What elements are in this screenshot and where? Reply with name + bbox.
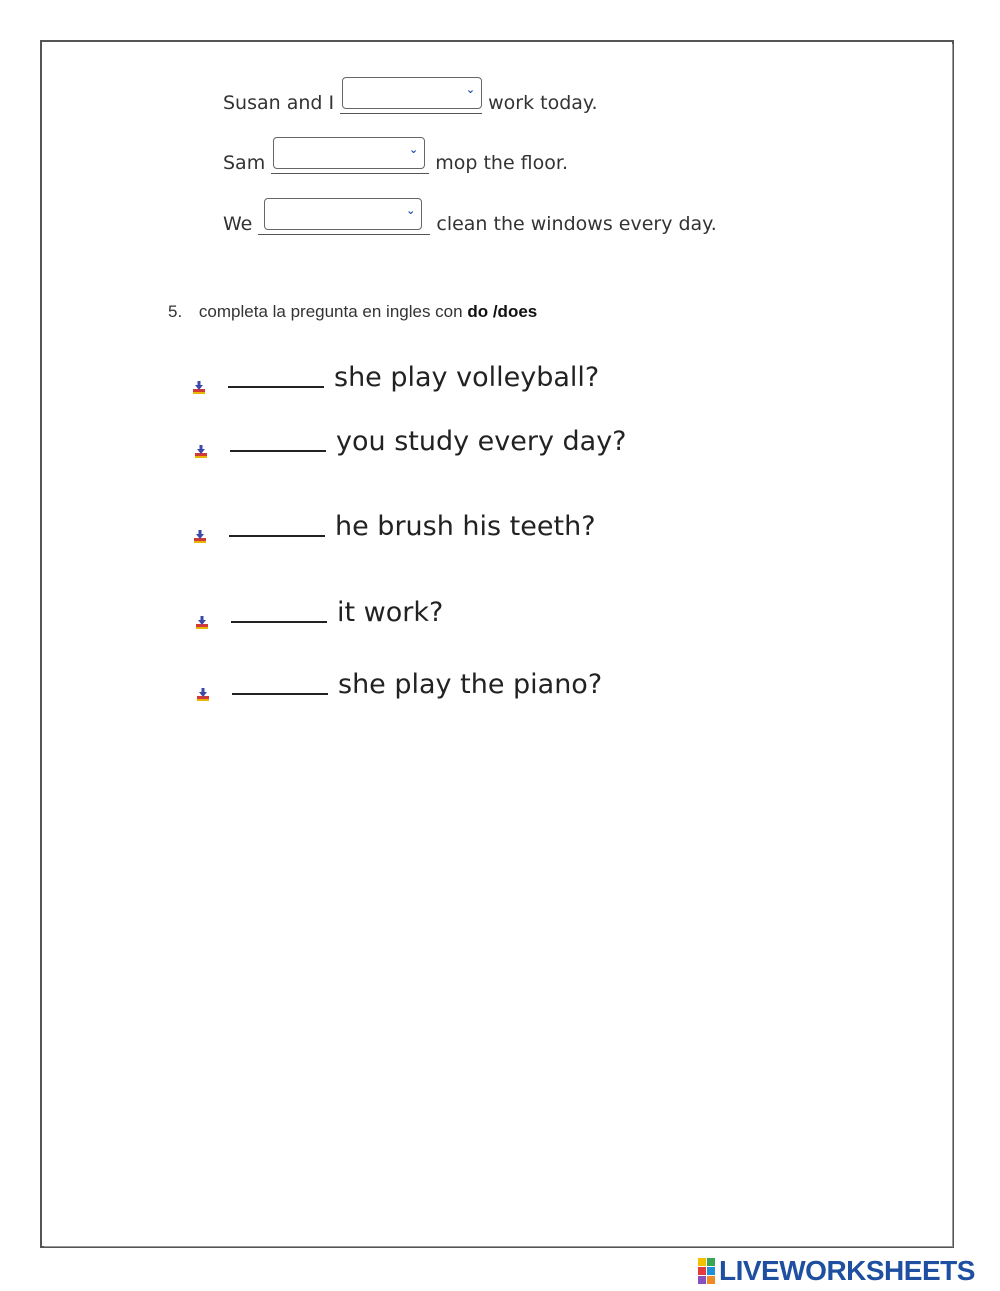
- list-item: [196, 669, 602, 700]
- arrow-bullet-icon: [196, 678, 210, 692]
- fill-in-blank: [271, 143, 429, 174]
- question-keyword: do /does: [467, 302, 538, 321]
- fill-in-row-2: [223, 143, 568, 174]
- list-item: [192, 362, 599, 393]
- answer-blank-3[interactable]: [229, 517, 325, 537]
- item-text: she play volleyball?: [334, 362, 600, 393]
- answer-blank-1[interactable]: [228, 368, 324, 388]
- fill-in-row-1: [223, 83, 598, 114]
- chevron-down-icon: ⌄: [465, 83, 476, 96]
- item-text: it work?: [337, 597, 444, 628]
- item-text: he brush his teeth?: [335, 511, 596, 542]
- arrow-bullet-icon: [193, 520, 207, 534]
- answer-dropdown-1[interactable]: [342, 77, 482, 109]
- liveworksheets-logo-icon: [698, 1258, 715, 1284]
- answer-blank-5[interactable]: [232, 675, 328, 695]
- fill-in-after-text: clean the windows every day.: [436, 213, 717, 235]
- chevron-down-icon: ⌄: [406, 204, 416, 217]
- answer-blank-4[interactable]: [231, 603, 327, 623]
- fill-in-before-text: Sam: [223, 152, 266, 174]
- fill-in-before-text: Susan and I: [223, 92, 335, 114]
- liveworksheets-brand[interactable]: [698, 1255, 975, 1287]
- fill-in-after-text: work today.: [488, 92, 598, 114]
- list-item: [194, 426, 627, 457]
- fill-in-blank: [340, 83, 482, 114]
- fill-in-row-3: [223, 204, 717, 235]
- arrow-bullet-icon: [194, 435, 208, 449]
- list-item: [195, 597, 443, 628]
- chevron-down-icon: ⌄: [409, 143, 419, 156]
- brand-name: LIVEWORKSHEETS: [719, 1255, 975, 1286]
- fill-in-before-text: We: [223, 213, 253, 235]
- question-number: 5.: [168, 302, 183, 321]
- arrow-bullet-icon: [195, 606, 209, 620]
- item-text: she play the piano?: [338, 669, 603, 700]
- item-text: you study every day?: [336, 426, 627, 457]
- answer-dropdown-2[interactable]: [273, 137, 425, 169]
- list-item: [193, 511, 596, 542]
- fill-in-blank: [258, 204, 430, 235]
- fill-in-after-text: mop the floor.: [435, 152, 568, 174]
- answer-dropdown-3[interactable]: [264, 198, 422, 230]
- question-5-header: [168, 302, 537, 322]
- arrow-bullet-icon: [192, 371, 206, 385]
- question-text: completa la pregunta en ingles con: [198, 302, 463, 321]
- answer-blank-2[interactable]: [230, 432, 326, 452]
